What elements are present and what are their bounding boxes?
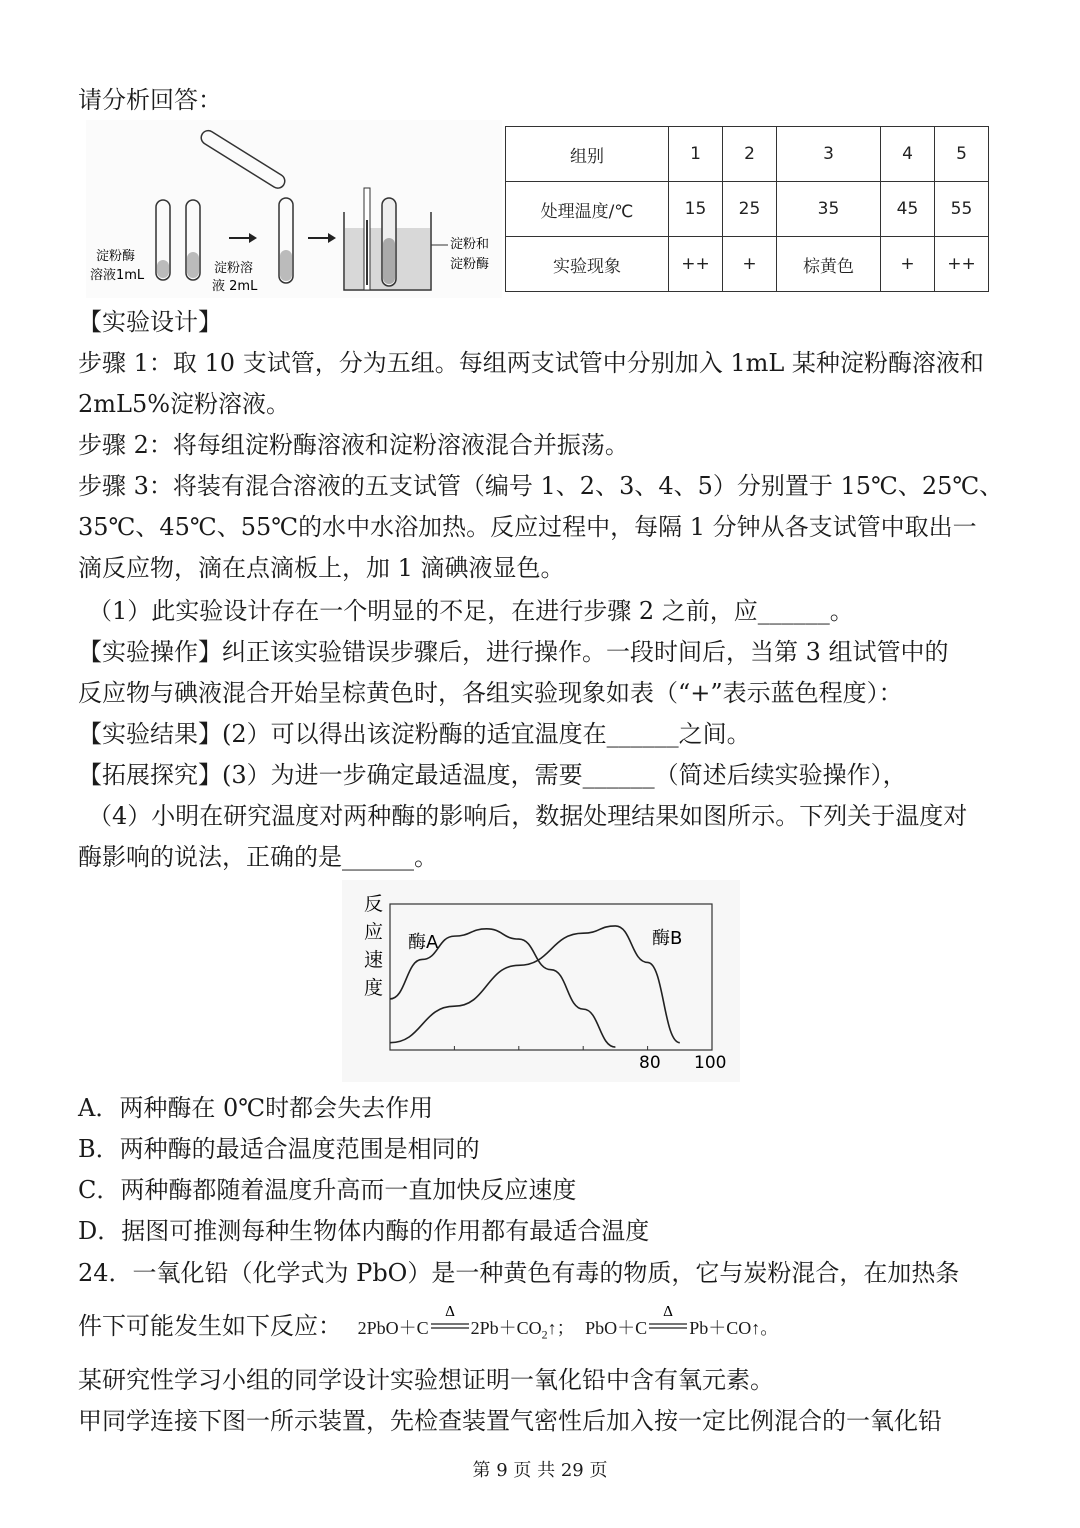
option-b: B．两种酶的最适合温度范围是相同的 [78,1135,480,1163]
eq1-subscript: 2 [541,1327,548,1342]
paragraph-line: 反应物与碘液混合开始呈棕黄色时，各组实验现象如表（“+”表示蓝色程度）： [78,679,903,707]
x-tick-label: 80 [639,1053,661,1073]
table-cell: 45 [881,182,935,237]
question-24-line2 [78,1305,779,1351]
option-d: D．据图可推测每种生物体内酶的作用都有最适合温度 [78,1217,650,1245]
table-cell: + [881,237,935,292]
table-cell: ++ [669,237,723,292]
table-cell: 4 [881,127,935,182]
paragraph-line: 步骤 1：取 10 支试管，分为五组。每组两支试管中分别加入 1mL 某种淀粉酶溶液和 [78,349,984,377]
ylabel-char-1: 反 [364,893,384,915]
question-4: （4）小明在研究温度对两种酶的影响后，数据处理结果如图所示。下列关于温度对 [88,802,968,830]
delta-symbol: Δ [444,1305,455,1320]
question-24-line4: 甲同学连接下图一所示装置，先检查装置气密性后加入按一定比例混合的一氧化铅 [78,1407,942,1435]
paragraph-line: 步骤 3：将装有混合溶液的五支试管（编号 1、2、3、4、5）分别置于 15℃、25℃、 [78,472,1004,500]
label-mixed-line1: 淀粉和 [450,237,490,252]
experiment-figure [86,120,502,298]
paragraph-line: 【实验操作】纠正该实验错误步骤后，进行操作。一段时间后，当第 3 组试管中的 [78,638,949,666]
eq1-right: 2Pb＋CO [470,1318,542,1338]
heat-arrow-icon [429,1305,471,1340]
paragraph-line: 酶影响的说法，正确的是______。 [78,843,438,871]
series-label-a: 酶A [408,932,439,953]
label-tube2-line1: 淀粉溶 [214,261,254,276]
eq2-left: PbO＋C [585,1318,648,1338]
eq2-right: Pb＋CO↑。 [689,1318,779,1338]
table-row [506,237,989,292]
table-cell: 55 [935,182,989,237]
question-24-line3: 某研究性学习小组的同学设计实验想证明一氧化铅中含有氧元素。 [78,1366,774,1394]
option-c: C．两种酶都随着温度升高而一直加快反应速度 [78,1176,577,1204]
paragraph-line: 步骤 2：将每组淀粉酶溶液和淀粉溶液混合并振荡。 [78,431,629,459]
test-tube-diagram [86,120,502,298]
table-cell: 25 [723,182,777,237]
question-2: 【实验结果】(2）可以得出该淀粉酶的适宜温度在______之间。 [78,720,751,748]
intro-text: 请分析回答： [78,86,222,114]
label-tube1-line1: 淀粉酶 [96,249,136,264]
result-table [505,126,989,292]
table-cell: ++ [935,237,989,292]
enzyme-temperature-chart [342,880,740,1082]
table-cell: 1 [669,127,723,182]
equation-2 [585,1305,779,1338]
paragraph-line: 滴反应物，滴在点滴板上，加 1 滴碘液显色。 [78,554,565,582]
table-cell: 35 [777,182,881,237]
paragraph-line: 2mL5%淀粉溶液。 [78,390,291,418]
label-tube2-line2: 液 2mL [212,279,258,294]
question-24-line1: 24．一氧化铅（化学式为 PbO）是一种黄色有毒的物质，它与炭粉混合，在加热条 [78,1259,960,1287]
option-a: A．两种酶在 0℃时都会失去作用 [78,1094,434,1122]
table-cell: 3 [777,127,881,182]
table-row [506,127,989,182]
question-1: （1）此实验设计存在一个明显的不足，在进行步骤 2 之前，应______。 [88,597,854,625]
page-footer: 第 9 页 共 29 页 [472,1460,608,1481]
ylabel-char-3: 速 [364,949,384,971]
table-cell: 棕黄色 [777,237,881,292]
chart-svg [342,880,740,1082]
table-cell: 组别 [506,127,669,182]
ylabel-char-4: 度 [364,977,384,999]
table-cell: 15 [669,182,723,237]
equation-1 [357,1305,580,1342]
plot-frame [390,904,712,1050]
section-heading: 【实验设计】 [78,308,222,336]
eq1-left: 2PbO＋C [357,1318,429,1338]
reaction-intro: 件下可能发生如下反应： [78,1312,342,1340]
table-cell: 处理温度/℃ [506,182,669,237]
question-3: 【拓展探究】(3）为进一步确定最适温度，需要______（简述后续实验操作）， [78,761,907,789]
eq1-tail: ↑； [547,1318,575,1338]
delta-symbol: Δ [663,1305,674,1320]
label-mixed-line2: 淀粉酶 [450,257,490,272]
table-cell: 2 [723,127,777,182]
paragraph-line: 35℃、45℃、55℃的水中水浴加热。反应过程中，每隔 1 分钟从各支试管中取出一 [78,513,977,541]
x-tick-label: 100 [694,1053,727,1073]
ylabel-char-2: 应 [364,921,384,943]
series-label-b: 酶B [652,928,683,949]
table-cell: + [723,237,777,292]
table-row [506,182,989,237]
table-cell: 5 [935,127,989,182]
heat-arrow-icon [647,1305,689,1340]
table-cell: 实验现象 [506,237,669,292]
label-tube1-line2: 溶液1mL [90,268,145,283]
